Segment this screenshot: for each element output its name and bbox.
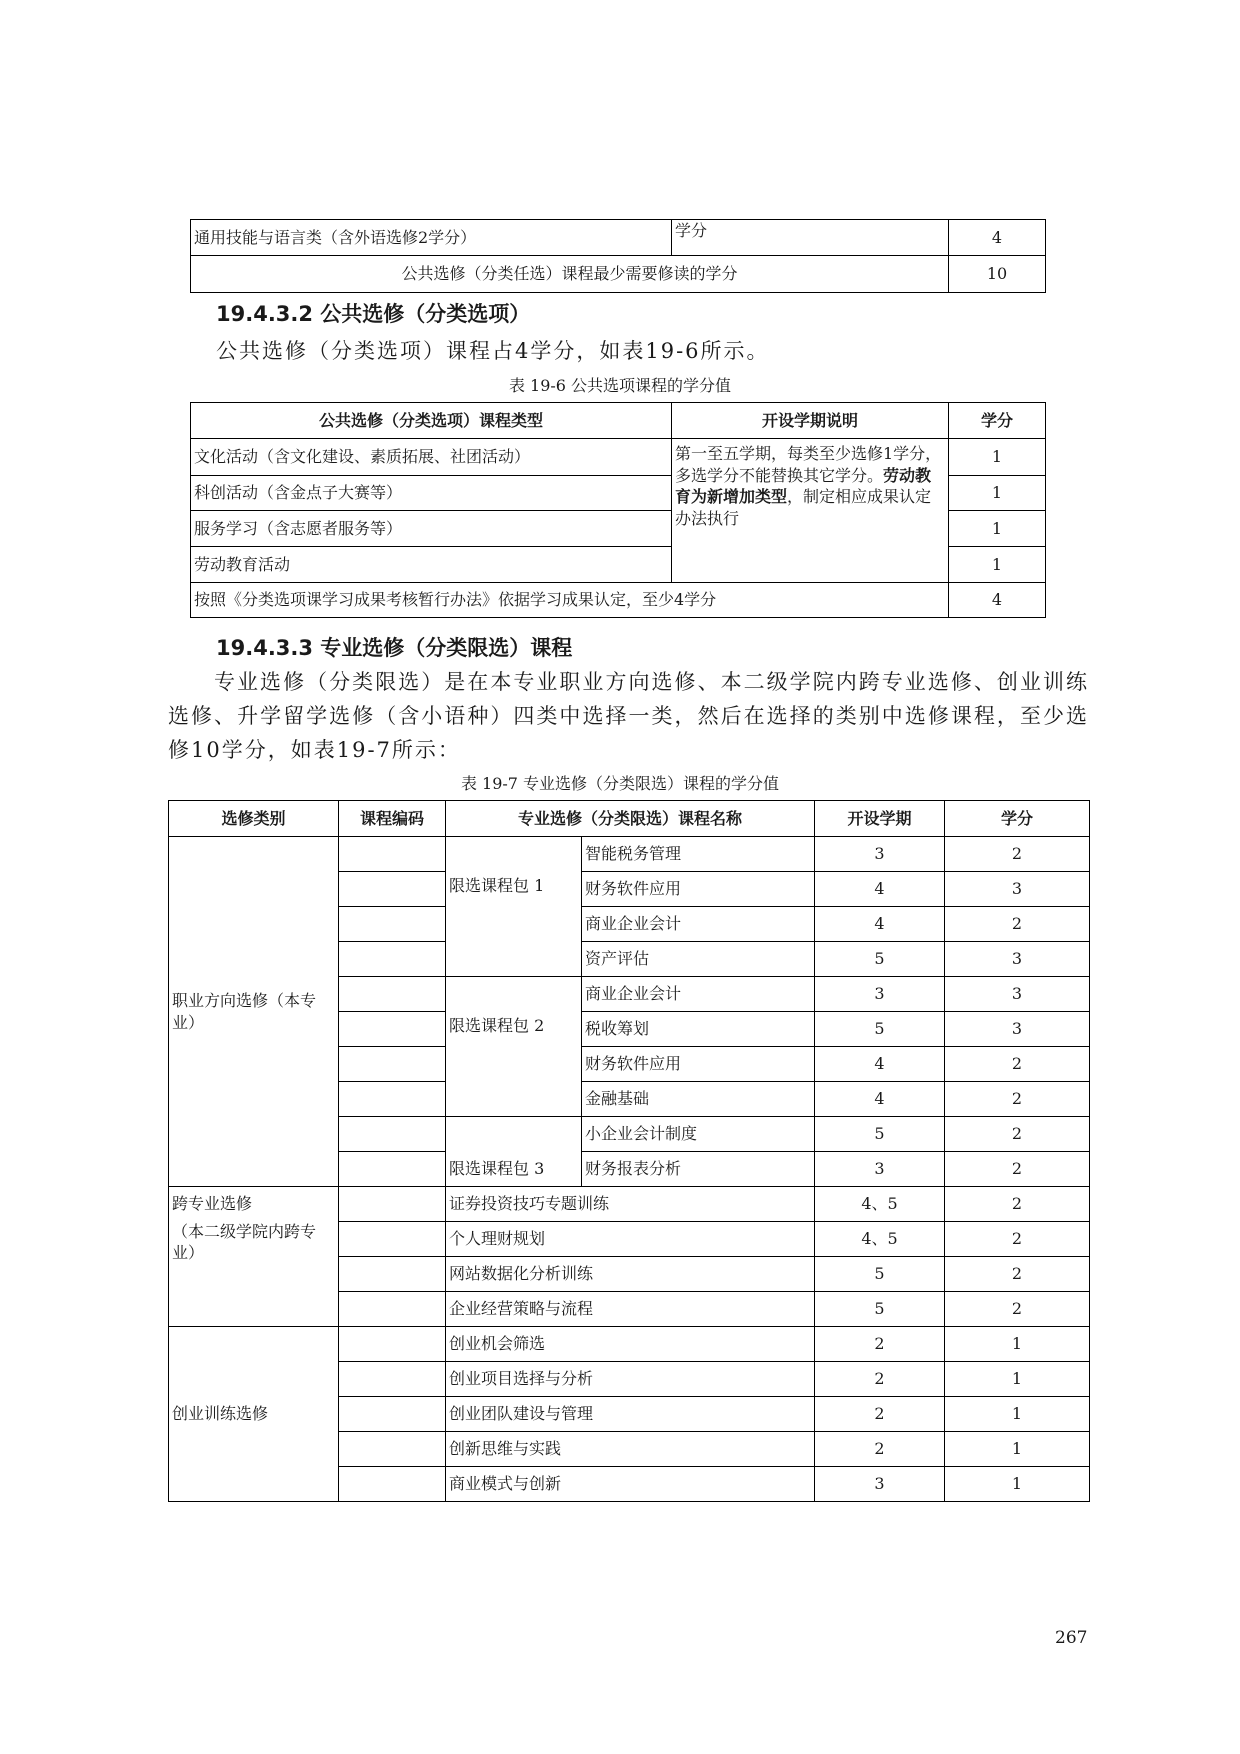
course-code-cell	[339, 977, 446, 1012]
term-cell: 4、5	[815, 1222, 945, 1257]
course-code-cell	[339, 1467, 446, 1502]
credits-cell: 4	[949, 220, 1046, 256]
course-code-cell	[339, 1222, 446, 1257]
summary-cell: 公共选修（分类任选）课程最少需要修读的学分	[191, 256, 949, 293]
credits-cell: 2	[945, 1047, 1090, 1082]
credits-cell: 10	[949, 256, 1046, 293]
course-name-cell: 财务软件应用	[582, 872, 815, 907]
table-caption: 表 19-6 公共选项课程的学分值	[508, 376, 732, 395]
term-cell: 2	[815, 1362, 945, 1397]
course-name-cell: 小企业会计制度	[582, 1117, 815, 1152]
course-name-cell: 商业企业会计	[582, 907, 815, 942]
term-note-tail: ，制定相应成果认定办法执行	[675, 487, 932, 528]
course-name-cell: 证券投资技巧专题训练	[446, 1187, 815, 1222]
course-name-cell: 商业模式与创新	[446, 1467, 815, 1502]
credits-cell: 2	[945, 1187, 1090, 1222]
credits-cell: 1	[945, 1467, 1090, 1502]
section-heading: 19.4.3.3 专业选修（分类限选）课程	[216, 636, 573, 660]
term-cell: 5	[815, 1292, 945, 1327]
course-name-cell: 创业团队建设与管理	[446, 1397, 815, 1432]
section-intro: 公共选修（分类选项）课程占4学分，如表19-6所示。	[216, 339, 770, 363]
term-cell: 4、5	[815, 1187, 945, 1222]
credits-cell: 3	[945, 977, 1090, 1012]
table-19-6	[190, 402, 1046, 618]
section-heading: 19.4.3.2 公共选修（分类选项）	[216, 302, 531, 326]
credits-cell: 1	[949, 511, 1046, 547]
credits-cell: 2	[945, 907, 1090, 942]
column-header: 课程编码	[339, 801, 446, 837]
term-cell: 3	[815, 977, 945, 1012]
course-name-cell: 创新思维与实践	[446, 1432, 815, 1467]
course-name-cell: 个人理财规划	[446, 1222, 815, 1257]
term-cell: 5	[815, 1012, 945, 1047]
course-type-cell: 文化活动（含文化建设、素质拓展、社团活动）	[191, 439, 672, 476]
credits-cell: 2	[945, 1117, 1090, 1152]
term-cell: 3	[815, 1467, 945, 1502]
term-cell: 4	[815, 907, 945, 942]
column-header: 公共选修（分类选项）课程类型	[191, 403, 672, 439]
course-code-cell	[339, 942, 446, 977]
column-header: 开设学期	[815, 801, 945, 837]
course-name-cell: 创业项目选择与分析	[446, 1362, 815, 1397]
credits-cell: 3	[945, 872, 1090, 907]
term-cell: 5	[815, 1257, 945, 1292]
page-number: 267	[1055, 1628, 1088, 1648]
term-cell: 3	[815, 837, 945, 872]
course-name-cell: 商业企业会计	[582, 977, 815, 1012]
category-cell: 通用技能与语言类（含外语选修2学分）	[191, 220, 672, 256]
course-code-cell	[339, 1362, 446, 1397]
credits-cell: 1	[945, 1362, 1090, 1397]
table-caption: 表 19-7 专业选修（分类限选）课程的学分值	[460, 774, 780, 793]
credits-cell: 2	[945, 1152, 1090, 1187]
top-table	[190, 219, 1046, 293]
course-name-cell: 金融基础	[582, 1082, 815, 1117]
category-cell: 创业训练选修	[169, 1327, 339, 1502]
credits-cell: 2	[945, 837, 1090, 872]
category-line: 跨专业选修	[172, 1194, 253, 1213]
column-header: 开设学期说明	[672, 403, 949, 439]
category-cell: 职业方向选修（本专业）	[169, 837, 339, 1187]
course-name-cell: 企业经营策略与流程	[446, 1292, 815, 1327]
course-code-cell	[339, 1187, 446, 1222]
course-code-cell	[339, 1012, 446, 1047]
course-code-cell	[339, 837, 446, 872]
term-cell: 4	[815, 1047, 945, 1082]
credits-cell: 4	[949, 583, 1046, 618]
course-code-cell	[339, 1082, 446, 1117]
credits-cell: 3	[945, 1012, 1090, 1047]
course-name-cell: 财务报表分析	[582, 1152, 815, 1187]
category-cell	[169, 1187, 339, 1327]
term-cell: 3	[815, 1152, 945, 1187]
course-name-cell: 创业机会筛选	[446, 1327, 815, 1362]
credits-cell: 2	[945, 1257, 1090, 1292]
credits-cell: 1	[945, 1397, 1090, 1432]
term-note-text: 第一至五学期，每类至少选修1学分，多选学分不能替换其它学分。	[675, 444, 942, 485]
course-code-cell	[339, 1117, 446, 1152]
course-name-cell: 税收筹划	[582, 1012, 815, 1047]
course-code-cell	[339, 1397, 446, 1432]
column-header: 专业选修（分类限选）课程名称	[446, 801, 815, 837]
course-code-cell	[339, 1152, 446, 1187]
term-cell: 2	[815, 1432, 945, 1467]
course-code-cell	[339, 1292, 446, 1327]
footer-cell: 按照《分类选项课学习成果考核暂行办法》依据学习成果认定，至少4学分	[191, 583, 949, 618]
term-cell: 4	[815, 872, 945, 907]
course-type-cell: 服务学习（含志愿者服务等）	[191, 511, 672, 547]
table-19-7	[168, 800, 1090, 1502]
course-code-cell	[339, 1047, 446, 1082]
package-cell: 限选课程包 2	[446, 977, 582, 1117]
label-cell: 学分	[672, 220, 949, 256]
credits-cell: 1	[945, 1327, 1090, 1362]
term-cell: 2	[815, 1327, 945, 1362]
course-name-cell: 财务软件应用	[582, 1047, 815, 1082]
credits-cell: 2	[945, 1082, 1090, 1117]
package-cell: 限选课程包 3	[446, 1117, 582, 1187]
course-name-cell: 智能税务管理	[582, 837, 815, 872]
credits-cell: 1	[945, 1432, 1090, 1467]
course-code-cell	[339, 1432, 446, 1467]
category-line: （本二级学院内跨专业）	[172, 1221, 317, 1263]
column-header: 学分	[949, 403, 1046, 439]
term-note-cell	[672, 439, 949, 583]
term-cell: 4	[815, 1082, 945, 1117]
term-cell: 5	[815, 1117, 945, 1152]
course-type-cell: 科创活动（含金点子大赛等）	[191, 476, 672, 511]
credits-cell: 2	[945, 1292, 1090, 1327]
term-note-bold: 劳动教育为新增加类型	[675, 465, 932, 507]
term-cell: 5	[815, 942, 945, 977]
package-cell: 限选课程包 1	[446, 837, 582, 977]
course-code-cell	[339, 1327, 446, 1362]
course-name-cell: 网站数据化分析训练	[446, 1257, 815, 1292]
course-code-cell	[339, 1257, 446, 1292]
column-header: 学分	[945, 801, 1090, 837]
credits-cell: 1	[949, 547, 1046, 583]
credits-cell: 2	[945, 1222, 1090, 1257]
credits-cell: 1	[949, 476, 1046, 511]
course-type-cell: 劳动教育活动	[191, 547, 672, 583]
course-name-cell: 资产评估	[582, 942, 815, 977]
credits-cell: 3	[945, 942, 1090, 977]
course-code-cell	[339, 872, 446, 907]
term-cell: 2	[815, 1397, 945, 1432]
column-header: 选修类别	[169, 801, 339, 837]
credits-cell: 1	[949, 439, 1046, 476]
course-code-cell	[339, 907, 446, 942]
section-intro: 专业选修（分类限选）是在本专业职业方向选修、本二级学院内跨专业选修、创业训练选修、升学留学选修（含小语种）四类中选择一类，然后在选择的类别中选修课程，至少选修10学分，如表19-7所示：	[168, 670, 1089, 762]
